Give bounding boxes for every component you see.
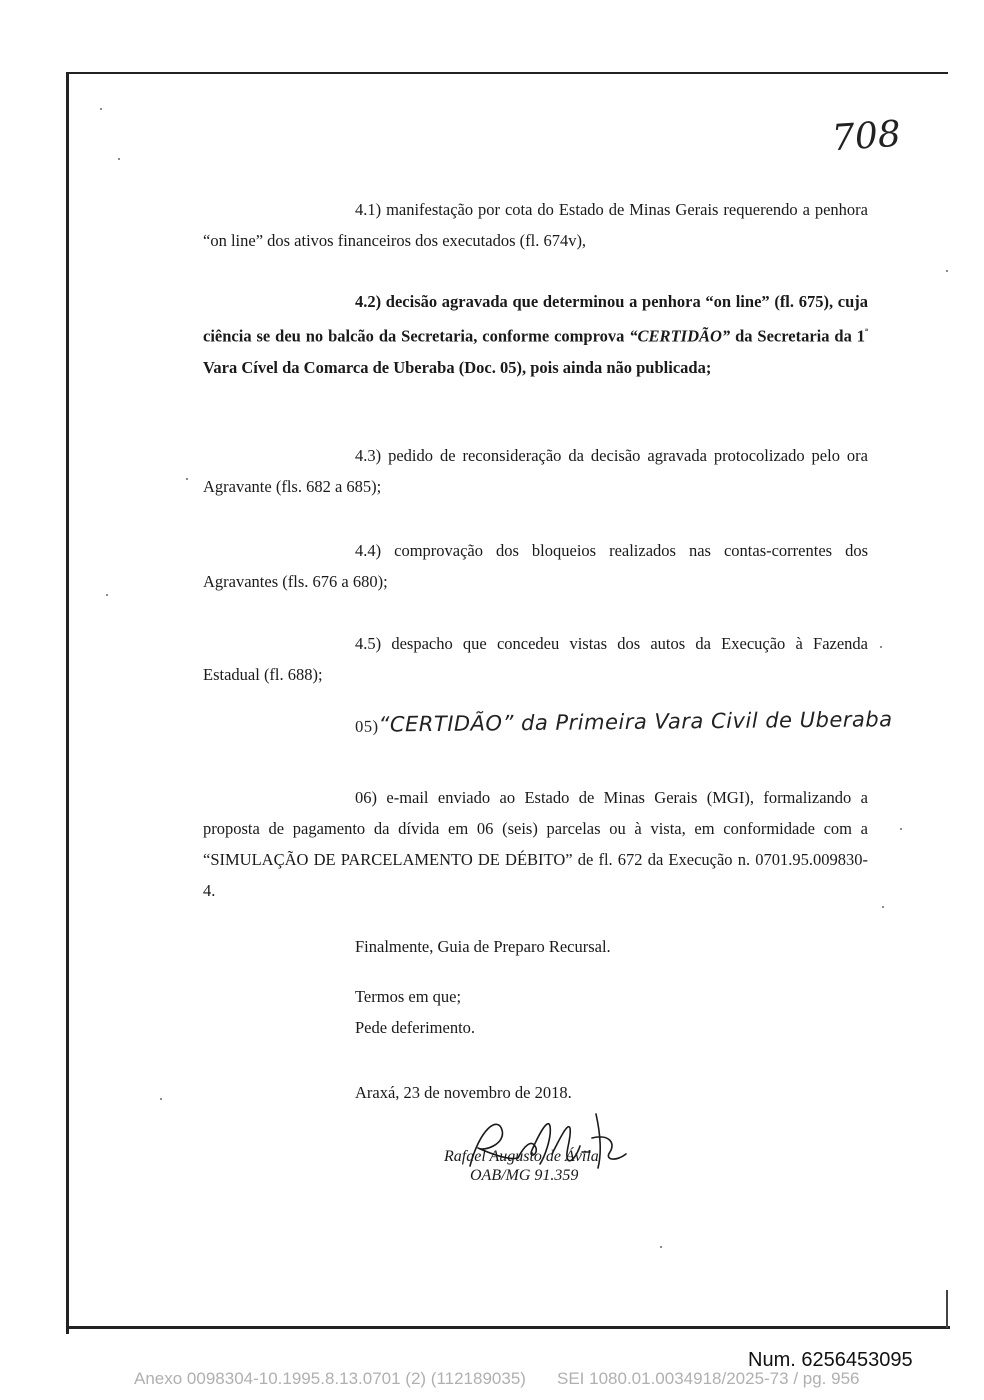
- handwritten-item-05: [355, 707, 893, 737]
- item-4-2-text-before: 4.2) decisão agravada que determinou a penhora “on line” (fl. 675), cuja ciência se deu no balcão da Secretaria, conforme comprova: [203, 292, 868, 346]
- scan-speck: [160, 1098, 162, 1100]
- scan-speck: [946, 270, 948, 272]
- footer-sei: SEI 1080.01.0034918/2025-73 / pg. 956: [557, 1369, 860, 1388]
- item-4-1-text: 4.1) manifestação por cota do Estado de Minas Gerais requerendo a penhora “on line” dos ativos financeiros dos executados (fl. 674v),: [203, 200, 868, 250]
- place-date: Araxá, 23 de novembro de 2018.: [355, 1083, 572, 1102]
- closing-finalmente: Finalmente, Guia de Preparo Recursal.: [355, 937, 611, 956]
- footer-anexo: Anexo 0098304-10.1995.8.13.0701 (2) (112189035): [134, 1369, 526, 1388]
- scan-speck: [880, 646, 882, 648]
- item-4-2-text: [203, 286, 868, 383]
- handwritten-page-number: 708: [830, 113, 903, 160]
- item-4-5: [203, 628, 868, 690]
- item-4-3: [203, 440, 868, 502]
- footer-document-number: Num. 6256453095: [748, 1349, 913, 1371]
- item-06: [203, 782, 868, 906]
- scan-speck: [186, 478, 188, 480]
- signer-name: Rafael Augusto de Ávila: [444, 1148, 599, 1165]
- scan-speck: [100, 108, 102, 110]
- scan-speck: [118, 158, 120, 160]
- scan-speck: [106, 594, 108, 596]
- item-4-3-text: 4.3) pedido de reconsideração da decisão agravada protocolizado pelo ora Agravante (fls. 682 a 685);: [203, 446, 868, 496]
- document-frame-right-tick: [946, 1290, 948, 1328]
- scan-speck: [660, 1246, 662, 1248]
- item-4-4: [203, 535, 868, 597]
- certidao-label: “CERTIDÃO”: [629, 326, 731, 346]
- item-4-2-text-after: Vara Cível da Comarca de Uberaba (Doc. 05), pois ainda não publicada;: [203, 357, 712, 377]
- handwritten-note: “CERTIDÃO” da Primeira Vara Civil de Uberaba: [378, 707, 893, 737]
- closing-pede: Pede deferimento.: [355, 1018, 476, 1037]
- item-4-2-text-mid: da Secretaria da 1: [730, 326, 866, 346]
- document-frame-left: [66, 72, 69, 1334]
- scan-speck: [882, 906, 884, 908]
- signer-oab: OAB/MG 91.359: [470, 1167, 579, 1184]
- document-frame-top: [66, 72, 948, 74]
- handwritten-prefix: 05): [354, 716, 379, 736]
- ordinal-sup: ª: [865, 327, 869, 338]
- closing-termos: Termos em que;: [355, 987, 462, 1006]
- item-4-4-text: 4.4) comprovação dos bloqueios realizados nas contas-correntes dos Agravantes (fls. 676 a 680);: [203, 541, 868, 591]
- item-4-2: [203, 286, 868, 383]
- item-4-1: [203, 194, 868, 256]
- item-4-5-text: 4.5) despacho que concedeu vistas dos autos da Execução à Fazenda Estadual (fl. 688);: [203, 634, 868, 684]
- scan-speck: [900, 828, 902, 830]
- document-frame-bottom: [66, 1326, 950, 1329]
- item-06-text: 06) e-mail enviado ao Estado de Minas Gerais (MGI), formalizando a proposta de pagamento da dívida em 06 (seis) parcelas ou à vista, em conformidade com a “SIMULAÇÃO DE PARCELAMENTO DE DÉBITO” de fl. 672 da Execução n. 0701.95.009830-4.: [203, 788, 868, 900]
